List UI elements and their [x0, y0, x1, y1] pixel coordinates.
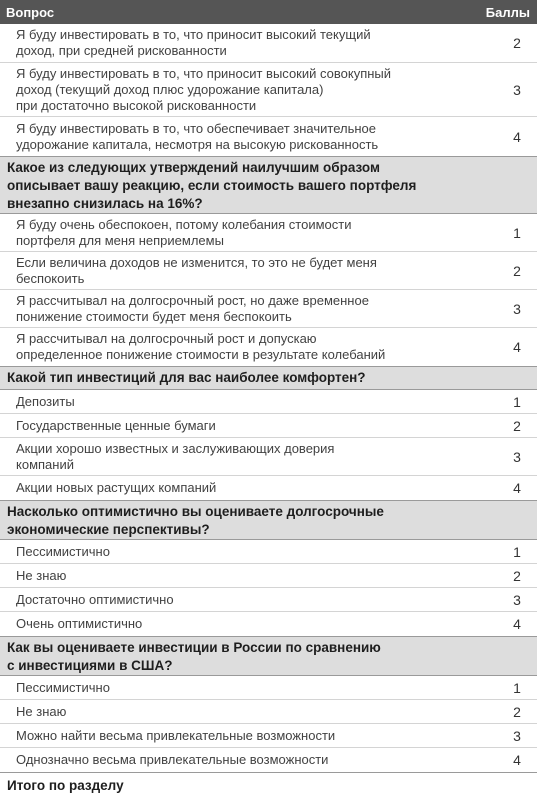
- question-row: Насколько оптимистично вы оцениваете долгосрочные экономические перспективы?: [0, 500, 537, 540]
- answer-row: [0, 328, 537, 366]
- answer-text: Не знаю: [16, 567, 67, 583]
- section-total-row: [0, 772, 537, 797]
- answer-score: 4: [513, 128, 521, 145]
- answer-text: Если величина доходов не изменится, то это не будет меня беспокоить: [16, 254, 377, 286]
- answer-row: [0, 540, 537, 564]
- answer-score: 4: [513, 752, 521, 768]
- answer-score: 3: [513, 448, 521, 465]
- question-row: Какое из следующих утверждений наилучшим образом описывает вашу реакцию, если стоимость вашего портфеля внезапно снизилась на 16%?: [0, 156, 537, 214]
- answer-score: 2: [513, 703, 521, 720]
- answer-row: [0, 564, 537, 588]
- top-answer-group: [0, 24, 537, 156]
- score-column-header: Баллы: [485, 4, 530, 20]
- answer-score: 2: [513, 35, 521, 51]
- answer-score: 3: [513, 591, 521, 608]
- question-row: Как вы оцениваете инвестиции в России по сравнению с инвестициями в США?: [0, 636, 537, 676]
- section-total-label: Итого по разделу: [7, 777, 124, 793]
- answer-text: Достаточно оптимистично: [16, 591, 174, 607]
- answer-text: Я буду очень обеспокоен, потому колебания стоимости портфеля для меня неприемлемы: [16, 216, 352, 248]
- answer-text: Однозначно весьма привлекательные возможности: [16, 752, 329, 767]
- answer-text: Государственные ценные бумаги: [16, 417, 216, 433]
- answer-score: 2: [513, 567, 521, 584]
- answer-score: 2: [513, 262, 521, 279]
- answer-row: [0, 414, 537, 438]
- answer-row: [0, 748, 537, 772]
- answer-score: 2: [513, 417, 521, 434]
- answer-text: Я буду инвестировать в то, что приносит высокий совокупный доход (текущий доход плюс удорожание капитала) при достаточно высокой рискованности: [16, 65, 392, 113]
- answer-row: [0, 63, 537, 117]
- question-row: Какой тип инвестиций для вас наиболее комфортен?: [0, 366, 537, 390]
- answer-score: 1: [513, 393, 521, 410]
- answer-row: [0, 214, 537, 252]
- answer-score: 1: [513, 224, 521, 241]
- answer-row: [0, 438, 537, 476]
- answer-row: [0, 390, 537, 414]
- answer-text: Я рассчитывал на долгосрочный рост и допускаю определенное понижение стоимости в результате колебаний: [16, 331, 386, 362]
- answer-row: [0, 588, 537, 612]
- answer-text: Пессимистично: [16, 543, 110, 559]
- answer-text: Я буду инвестировать в то, что приносит высокий текущий доход, при средней рискованности: [16, 27, 371, 58]
- answer-score: 4: [513, 616, 521, 632]
- answer-score: 1: [513, 543, 521, 560]
- answer-text: Я рассчитывал на долгосрочный рост, но даже временное понижение стоимости будет меня беспокоить: [16, 292, 369, 324]
- answer-text: Депозиты: [16, 393, 75, 409]
- answer-score: 3: [513, 727, 521, 744]
- answer-row: [0, 612, 537, 636]
- answer-row: [0, 476, 537, 500]
- answer-row: [0, 724, 537, 748]
- answer-row: [0, 290, 537, 328]
- answer-score: 4: [513, 480, 521, 496]
- question-column-header: Вопрос: [6, 4, 55, 20]
- answer-score: 3: [513, 300, 521, 317]
- answer-text: Можно найти весьма привлекательные возможности: [16, 727, 336, 743]
- answer-text: Пессимистично: [16, 679, 110, 695]
- answer-row: [0, 676, 537, 700]
- answer-row: [0, 117, 537, 156]
- answer-text: Акции хорошо известных и заслуживающих доверия компаний: [16, 440, 335, 472]
- answer-text: Не знаю: [16, 703, 67, 719]
- answer-score: 3: [513, 81, 521, 98]
- answer-text: Акции новых растущих компаний: [16, 480, 217, 495]
- answer-row: [0, 252, 537, 290]
- answer-row: [0, 24, 537, 63]
- answer-score: 1: [513, 679, 521, 696]
- answer-score: 4: [513, 339, 521, 355]
- answer-row: [0, 700, 537, 724]
- table-header: [0, 0, 537, 24]
- answer-text: Я буду инвестировать в то, что обеспечивает значительное удорожание капитала, несмотря на высокую рискованность: [16, 120, 379, 152]
- answer-text: Очень оптимистично: [16, 616, 143, 631]
